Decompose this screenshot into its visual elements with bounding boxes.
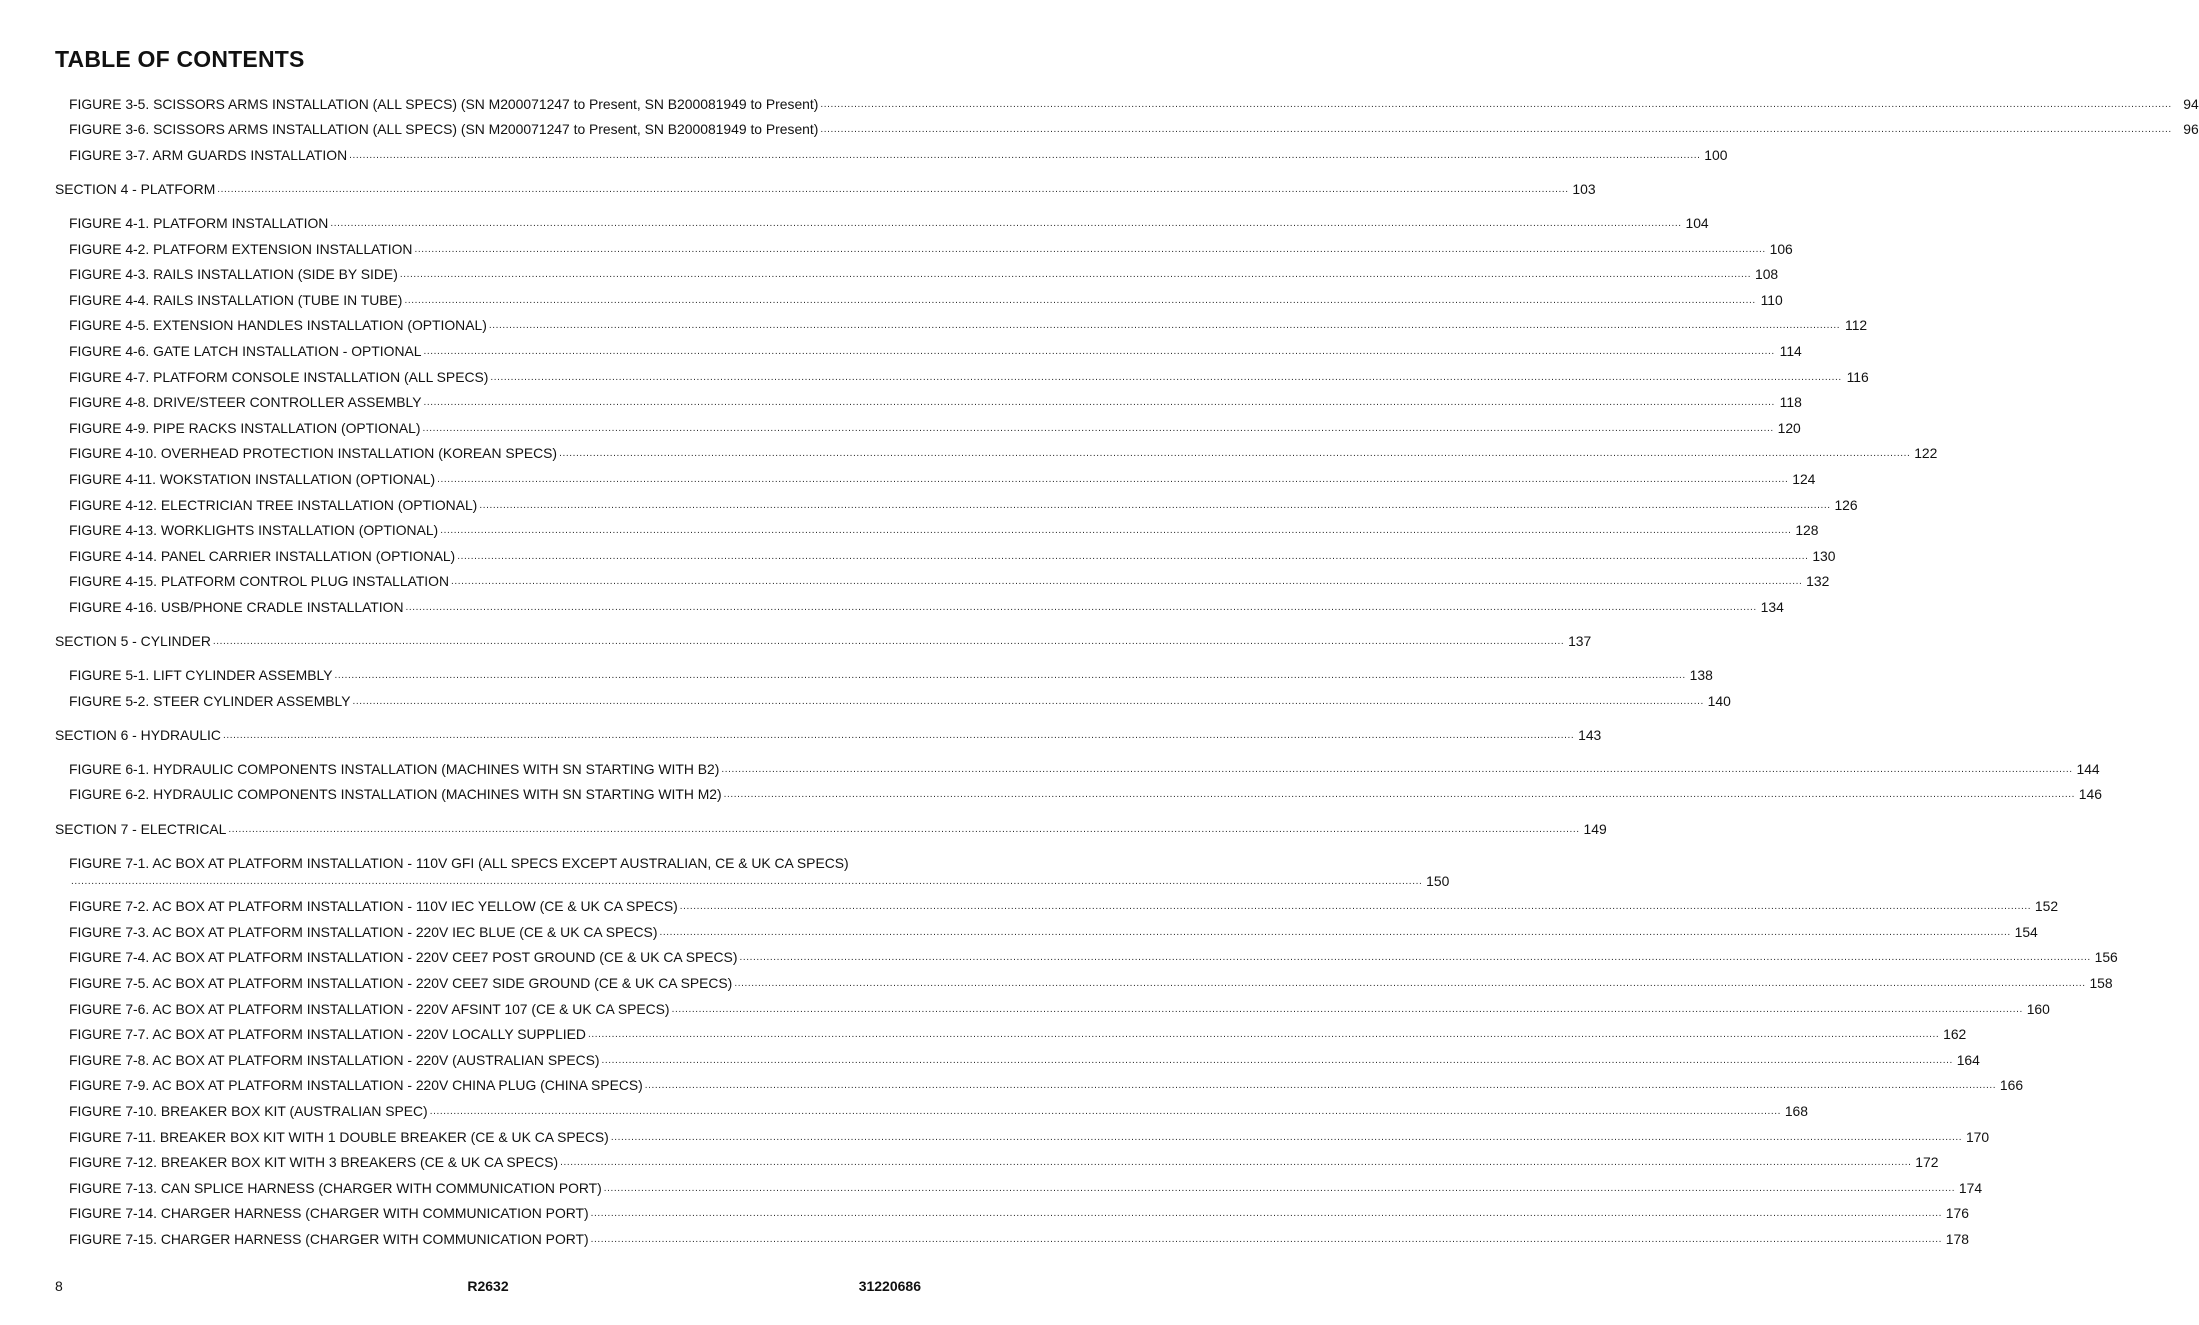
toc-entry-page: 134 bbox=[1760, 598, 1784, 615]
toc-entry-title: FIGURE 4-10. OVERHEAD PROTECTION INSTALLATION (KOREAN SPECS) bbox=[69, 445, 558, 462]
toc-entry-page: 144 bbox=[2076, 760, 2100, 777]
toc-entry-page: 146 bbox=[2078, 786, 2102, 803]
toc-section-entry[interactable] bbox=[0, 171, 1596, 197]
toc-entry-page: 132 bbox=[1806, 573, 1830, 590]
dot-leader: ................................................................................................................................................................................................................................................................................................................................................................................................................ bbox=[723, 789, 2075, 801]
dot-leader: ................................................................................................................................................................................................................................................................................................................................................................................................................ bbox=[457, 550, 1809, 562]
toc-entry-title: FIGURE 5-1. LIFT CYLINDER ASSEMBLY bbox=[69, 667, 333, 684]
dot-leader: ................................................................................................................................................................................................................................................................................................................................................................................................................ bbox=[610, 1131, 1963, 1143]
footer-doc-number: 31220686 bbox=[858, 1278, 921, 1294]
toc-entry[interactable] bbox=[0, 513, 1819, 539]
toc-entry[interactable] bbox=[0, 914, 2038, 940]
toc-entry[interactable] bbox=[0, 1093, 1809, 1119]
toc-entry[interactable] bbox=[0, 231, 1793, 257]
toc-entry[interactable] bbox=[0, 1119, 1990, 1145]
dot-leader: ................................................................................................................................................................................................................................................................................................................................................................................................................ bbox=[423, 345, 1775, 357]
toc-entry-page: 112 bbox=[1845, 317, 1868, 334]
toc-entry-page: 137 bbox=[1568, 632, 1592, 649]
dot-leader: ................................................................................................................................................................................................................................................................................................................................................................................................................ bbox=[587, 1029, 1940, 1041]
toc-entry-title: FIGURE 7-14. CHARGER HARNESS (CHARGER WITH COMMUNICATION PORT) bbox=[69, 1205, 589, 1222]
toc-entry-title: FIGURE 4-1. PLATFORM INSTALLATION bbox=[69, 214, 329, 231]
toc-entry[interactable] bbox=[0, 1145, 1939, 1171]
toc-entry-title: FIGURE 4-13. WORKLIGHTS INSTALLATION (OPTIONAL) bbox=[69, 522, 439, 539]
toc-entry-title: FIGURE 7-5. AC BOX AT PLATFORM INSTALLATION - 220V CEE7 SIDE GROUND (CE & UK CA SPECS) bbox=[69, 975, 733, 991]
toc-entry-page: 149 bbox=[1583, 820, 1607, 837]
dot-leader: ................................................................................................................................................................................................................................................................................................................................................................................................................ bbox=[212, 635, 1565, 647]
toc-entry-title: FIGURE 4-2. PLATFORM EXTENSION INSTALLATION bbox=[69, 240, 413, 257]
toc-entry-title: FIGURE 4-7. PLATFORM CONSOLE INSTALLATION (ALL SPECS) bbox=[69, 368, 489, 385]
toc-entry[interactable] bbox=[0, 333, 1802, 359]
toc-section-entry[interactable] bbox=[0, 623, 1592, 649]
dot-leader: ................................................................................................................................................................................................................................................................................................................................................................................................................ bbox=[679, 901, 2032, 913]
toc-entry[interactable] bbox=[0, 965, 2113, 991]
dot-leader: ................................................................................................................................................................................................................................................................................................................................................................................................................ bbox=[488, 320, 1841, 332]
dot-leader: ................................................................................................................................................................................................................................................................................................................................................................................................................ bbox=[429, 1105, 1782, 1117]
toc-entry[interactable] bbox=[0, 940, 2118, 966]
dot-leader: ................................................................................................................................................................................................................................................................................................................................................................................................................ bbox=[228, 823, 1580, 835]
footer-page-number: 8 bbox=[55, 1278, 63, 1294]
toc-entry[interactable] bbox=[0, 777, 2102, 803]
toc-entry[interactable] bbox=[0, 538, 1836, 564]
toc-entry[interactable] bbox=[0, 1170, 1983, 1196]
dot-leader: ................................................................................................................................................................................................................................................................................................................................................................................................................ bbox=[603, 1182, 1956, 1194]
toc-entry-title: FIGURE 7-11. BREAKER BOX KIT WITH 1 DOUBLE BREAKER (CE & UK CA SPECS) bbox=[69, 1128, 609, 1145]
toc-entry-continuation bbox=[0, 871, 1450, 889]
dot-leader: ................................................................................................................................................................................................................................................................................................................................................................................................................ bbox=[560, 1157, 1912, 1169]
toc-entry-title: FIGURE 4-8. DRIVE/STEER CONTROLLER ASSEMBLY bbox=[69, 394, 422, 411]
dot-leader: ................................................................................................................................................................................................................................................................................................................................................................................................................ bbox=[423, 397, 1775, 409]
toc-entry[interactable] bbox=[0, 436, 1938, 462]
dot-leader: ................................................................................................................................................................................................................................................................................................................................................................................................................ bbox=[590, 1233, 1942, 1245]
toc-entry-title: FIGURE 6-1. HYDRAULIC COMPONENTS INSTALLATION (MACHINES WITH SN STARTING WITH B2) bbox=[69, 760, 720, 777]
dot-leader: ................................................................................................................................................................................................................................................................................................................................................................................................................ bbox=[414, 243, 1766, 255]
dot-leader: ................................................................................................................................................................................................................................................................................................................................................................................................................ bbox=[451, 576, 1803, 588]
toc-entry[interactable] bbox=[0, 308, 1868, 334]
toc-entry[interactable] bbox=[0, 282, 1783, 308]
toc-entry[interactable] bbox=[0, 1196, 1969, 1222]
page-footer bbox=[55, 1278, 921, 1296]
dot-leader: ................................................................................................................................................................................................................................................................................................................................................................................................................ bbox=[349, 149, 1701, 161]
toc-entry-title: FIGURE 7-7. AC BOX AT PLATFORM INSTALLATION - 220V LOCALLY SUPPLIED bbox=[69, 1026, 586, 1043]
toc-entry-page: 156 bbox=[2094, 949, 2118, 966]
toc-entry-page: 94 bbox=[2183, 95, 2199, 112]
toc-entry-page: 120 bbox=[1777, 419, 1801, 436]
dot-leader: ................................................................................................................................................................................................................................................................................................................................................................................................................ bbox=[217, 183, 1569, 195]
toc-entry-page: 143 bbox=[1578, 726, 1602, 743]
toc-entry-page: 160 bbox=[2026, 1000, 2050, 1017]
toc-entry-title: FIGURE 7-8. AC BOX AT PLATFORM INSTALLATION - 220V (AUSTRALIAN SPECS) bbox=[69, 1051, 600, 1068]
toc-entry-page: 150 bbox=[1426, 872, 1450, 889]
toc-entry-page: 162 bbox=[1943, 1026, 1967, 1043]
toc-entry[interactable] bbox=[0, 1042, 1980, 1068]
toc-entry[interactable] bbox=[0, 751, 2100, 777]
toc-entry-page: 164 bbox=[1956, 1051, 1980, 1068]
dot-leader: ................................................................................................................................................................................................................................................................................................................................................................................................................ bbox=[490, 371, 1842, 383]
toc-entry-title: FIGURE 4-6. GATE LATCH INSTALLATION - OPTIONAL bbox=[69, 342, 422, 359]
toc-entry-page: 176 bbox=[1945, 1205, 1969, 1222]
toc-entry-title: FIGURE 7-4. AC BOX AT PLATFORM INSTALLATION - 220V CEE7 POST GROUND (CE & UK CA SPECS) bbox=[69, 949, 738, 966]
footer-model: R2632 bbox=[467, 1278, 509, 1294]
toc-entry-title: FIGURE 7-3. AC BOX AT PLATFORM INSTALLATION - 220V IEC BLUE (CE & UK CA SPECS) bbox=[69, 923, 658, 940]
toc-entry-title: FIGURE 7-10. BREAKER BOX KIT (AUSTRALIAN SPEC) bbox=[69, 1102, 428, 1119]
toc-entry[interactable] bbox=[0, 1221, 1969, 1247]
dot-leader: ................................................................................................................................................................................................................................................................................................................................................................................................................ bbox=[440, 525, 1792, 537]
toc-entry-title: FIGURE 3-5. SCISSORS ARMS INSTALLATION (ALL SPECS) (SN M200071247 to Present, SN B200081949 to Present) bbox=[69, 95, 819, 112]
dot-leader: ................................................................................................................................................................................................................................................................................................................................................................................................................ bbox=[437, 473, 1789, 485]
toc-section-entry[interactable] bbox=[0, 811, 1607, 837]
dot-leader: ................................................................................................................................................................................................................................................................................................................................................................................................................ bbox=[334, 670, 1686, 682]
toc-entry-page: 140 bbox=[1707, 692, 1731, 709]
toc-entry-page: 104 bbox=[1685, 214, 1709, 231]
toc-entry-page: 130 bbox=[1812, 547, 1836, 564]
dot-leader: ................................................................................................................................................................................................................................................................................................................................................................................................................ bbox=[404, 294, 1756, 306]
dot-leader: ................................................................................................................................................................................................................................................................................................................................................................................................................ bbox=[820, 124, 2172, 136]
toc-entry-page: 122 bbox=[1914, 445, 1938, 462]
toc-entry-title: FIGURE 7-12. BREAKER BOX KIT WITH 3 BREAKERS (CE & UK CA SPECS) bbox=[69, 1154, 559, 1171]
toc-entry-title: FIGURE 4-15. PLATFORM CONTROL PLUG INSTALLATION bbox=[69, 573, 449, 590]
dot-leader: ................................................................................................................................................................................................................................................................................................................................................................................................................ bbox=[601, 1054, 1953, 1066]
toc-entry[interactable] bbox=[0, 86, 2199, 112]
dot-leader: ................................................................................................................................................................................................................................................................................................................................................................................................................ bbox=[734, 978, 2086, 989]
toc-entry-title: FIGURE 4-11. WOKSTATION INSTALLATION (OPTIONAL) bbox=[69, 470, 436, 487]
toc-entry-title: FIGURE 4-9. PIPE RACKS INSTALLATION (OPTIONAL) bbox=[69, 419, 421, 436]
dot-leader: ................................................................................................................................................................................................................................................................................................................................................................................................................ bbox=[222, 729, 1575, 741]
toc-entry-title: FIGURE 7-2. AC BOX AT PLATFORM INSTALLATION - 110V IEC YELLOW (CE & UK CA SPECS) bbox=[69, 898, 678, 915]
toc-entry-page: 170 bbox=[1965, 1128, 1990, 1145]
dot-leader: ................................................................................................................................................................................................................................................................................................................................................................................................................ bbox=[644, 1080, 1997, 1092]
toc-entry-page: 124 bbox=[1792, 470, 1816, 487]
toc-entry-title: FIGURE 4-4. RAILS INSTALLATION (TUBE IN TUBE) bbox=[69, 291, 403, 308]
toc-entry[interactable] bbox=[0, 205, 1709, 231]
toc-entry[interactable] bbox=[0, 359, 1869, 385]
toc-entry-page: 154 bbox=[2014, 923, 2038, 940]
toc-entry-page: 106 bbox=[1769, 240, 1793, 257]
toc-entry-title: FIGURE 4-16. USB/PHONE CRADLE INSTALLATION bbox=[69, 598, 404, 615]
dot-leader: ................................................................................................................................................................................................................................................................................................................................................................................................................ bbox=[479, 499, 1831, 511]
toc-entry-title: FIGURE 4-14. PANEL CARRIER INSTALLATION (OPTIONAL) bbox=[69, 547, 456, 564]
toc-section-entry[interactable] bbox=[0, 717, 1602, 743]
dot-leader: ................................................................................................................................................................................................................................................................................................................................................................................................................ bbox=[659, 926, 2011, 938]
toc-entry[interactable] bbox=[0, 1068, 2024, 1094]
toc-entry-title: FIGURE 7-15. CHARGER HARNESS (CHARGER WITH COMMUNICATION PORT) bbox=[69, 1230, 589, 1247]
toc-entry-page: 118 bbox=[1779, 394, 1802, 411]
toc-entry[interactable] bbox=[0, 137, 1728, 163]
toc-entry-title: FIGURE 7-13. CAN SPLICE HARNESS (CHARGER WITH COMMUNICATION PORT) bbox=[69, 1179, 602, 1196]
toc-entry[interactable] bbox=[0, 845, 1024, 871]
dot-leader: ................................................................................................................................................................................................................................................................................................................................................................................................................ bbox=[721, 763, 2073, 775]
dot-leader: ................................................................................................................................................................................................................................................................................................................................................................................................................ bbox=[422, 422, 1774, 434]
dot-leader: ................................................................................................................................................................................................................................................................................................................................................................................................................ bbox=[559, 448, 1911, 460]
table-of-contents bbox=[0, 86, 2199, 1247]
toc-entry-title: FIGURE 3-7. ARM GUARDS INSTALLATION bbox=[69, 146, 348, 163]
toc-entry-page: 152 bbox=[2034, 898, 2059, 915]
toc-entry-page: 168 bbox=[1784, 1102, 1809, 1119]
toc-entry-page: 96 bbox=[2183, 121, 2199, 138]
toc-entry-page: 166 bbox=[1999, 1077, 2024, 1094]
toc-entry[interactable] bbox=[0, 112, 2199, 138]
toc-entry[interactable] bbox=[0, 683, 1731, 709]
toc-entry-page: 128 bbox=[1795, 522, 1819, 539]
dot-leader: ................................................................................................................................................................................................................................................................................................................................................................................................................ bbox=[739, 952, 2091, 964]
toc-entry-title: FIGURE 7-1. AC BOX AT PLATFORM INSTALLATION - 110V GFI (ALL SPECS EXCEPT AUSTRALIAN, CE & UK CA SPECS) bbox=[69, 854, 849, 871]
toc-entry-title: FIGURE 4-12. ELECTRICIAN TREE INSTALLATION (OPTIONAL) bbox=[69, 496, 478, 513]
toc-entry-title: FIGURE 5-2. STEER CYLINDER ASSEMBLY bbox=[69, 692, 351, 709]
toc-entry[interactable] bbox=[0, 589, 1784, 615]
toc-entry-page: 110 bbox=[1760, 291, 1783, 308]
toc-entry-page: 114 bbox=[1779, 342, 1802, 359]
dot-leader: ................................................................................................................................................................................................................................................................................................................................................................................................................ bbox=[352, 695, 1704, 707]
dot-leader: ................................................................................................................................................................................................................................................................................................................................................................................................................ bbox=[71, 875, 1423, 887]
toc-entry[interactable] bbox=[0, 657, 1713, 684]
toc-entry-title: FIGURE 7-6. AC BOX AT PLATFORM INSTALLATION - 220V AFSINT 107 (CE & UK CA SPECS) bbox=[69, 1000, 670, 1017]
toc-entry-title: FIGURE 4-5. EXTENSION HANDLES INSTALLATION (OPTIONAL) bbox=[69, 317, 487, 334]
toc-entry[interactable] bbox=[0, 564, 1830, 590]
toc-entry[interactable] bbox=[0, 257, 1779, 283]
toc-entry-page: 174 bbox=[1958, 1179, 1983, 1196]
dot-leader: ................................................................................................................................................................................................................................................................................................................................................................................................................ bbox=[399, 269, 1752, 281]
toc-entry-page: 103 bbox=[1572, 180, 1596, 197]
toc-entry-page: 138 bbox=[1689, 667, 1713, 684]
toc-entry[interactable] bbox=[0, 385, 1802, 411]
toc-entry-title: SECTION 5 - CYLINDER bbox=[55, 632, 211, 649]
toc-entry-title: SECTION 4 - PLATFORM bbox=[55, 180, 216, 197]
page-title: TABLE OF CONTENTS bbox=[55, 46, 305, 72]
toc-entry[interactable] bbox=[0, 1017, 1967, 1043]
toc-entry-page: 126 bbox=[1834, 496, 1858, 513]
toc-entry[interactable] bbox=[0, 410, 1801, 436]
dot-leader: ................................................................................................................................................................................................................................................................................................................................................................................................................ bbox=[671, 1003, 2023, 1015]
toc-entry-page: 108 bbox=[1754, 266, 1779, 283]
toc-entry-title: FIGURE 6-2. HYDRAULIC COMPONENTS INSTALLATION (MACHINES WITH SN STARTING WITH M2) bbox=[69, 786, 722, 803]
toc-entry-page: 178 bbox=[1945, 1230, 1969, 1247]
toc-entry-page: 172 bbox=[1915, 1154, 1939, 1171]
toc-entry-page: 158 bbox=[2089, 975, 2113, 991]
toc-entry-title: FIGURE 3-6. SCISSORS ARMS INSTALLATION (ALL SPECS) (SN M200071247 to Present, SN B200081949 to Present) bbox=[69, 121, 819, 138]
toc-entry-title: SECTION 6 - HYDRAULIC bbox=[55, 726, 221, 743]
toc-entry-title: SECTION 7 - ELECTRICAL bbox=[55, 820, 227, 837]
toc-entry-page: 100 bbox=[1704, 146, 1728, 163]
dot-leader: ................................................................................................................................................................................................................................................................................................................................................................................................................ bbox=[820, 98, 2172, 110]
toc-entry[interactable] bbox=[0, 889, 2059, 915]
toc-entry-title: FIGURE 4-3. RAILS INSTALLATION (SIDE BY SIDE) bbox=[69, 266, 398, 283]
toc-entry[interactable] bbox=[0, 487, 1858, 513]
toc-entry-page: 116 bbox=[1846, 368, 1869, 385]
toc-entry[interactable] bbox=[0, 461, 1816, 487]
dot-leader: ................................................................................................................................................................................................................................................................................................................................................................................................................ bbox=[405, 601, 1757, 613]
dot-leader: ................................................................................................................................................................................................................................................................................................................................................................................................................ bbox=[590, 1208, 1942, 1220]
dot-leader: ................................................................................................................................................................................................................................................................................................................................................................................................................ bbox=[330, 217, 1682, 229]
toc-entry-title: FIGURE 7-9. AC BOX AT PLATFORM INSTALLATION - 220V CHINA PLUG (CHINA SPECS) bbox=[69, 1077, 643, 1094]
toc-entry[interactable] bbox=[0, 991, 2050, 1017]
